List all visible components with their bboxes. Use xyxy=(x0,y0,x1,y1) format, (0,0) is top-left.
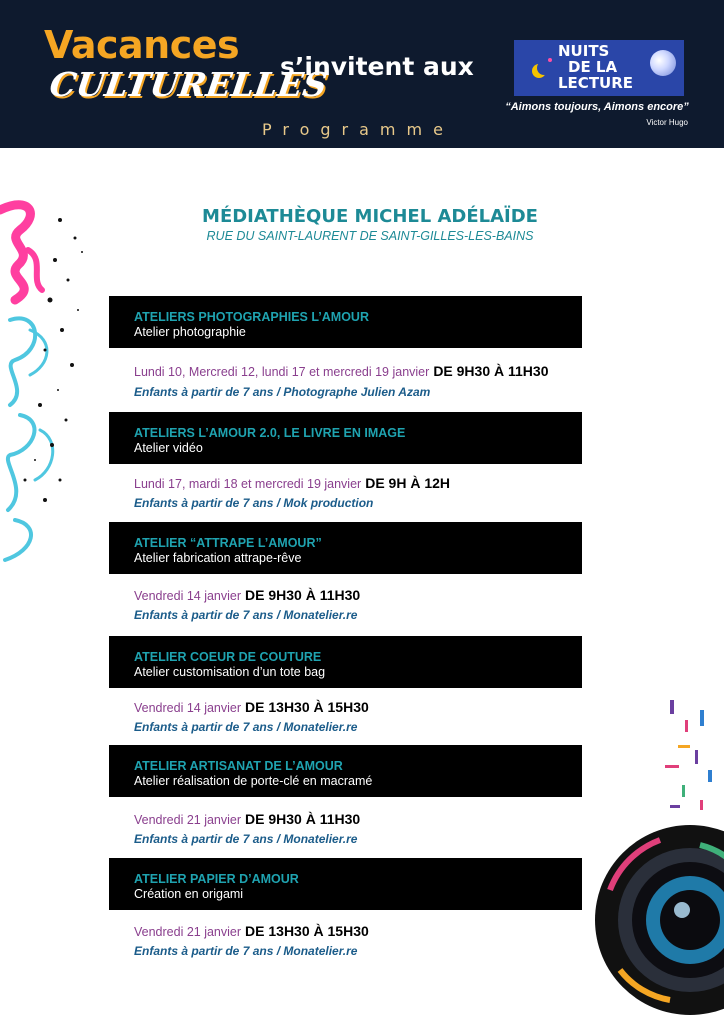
event-dates: Vendredi 21 janvier xyxy=(134,925,242,939)
event-time: DE 13H30 À 15H30 xyxy=(245,923,369,939)
nuits-de-la-lecture-logo xyxy=(514,40,684,96)
event-subtitle: Atelier réalisation de porte-clé en macramé xyxy=(134,774,373,788)
event-subtitle: Atelier vidéo xyxy=(134,441,203,455)
partner-quote-author: Victor Hugo xyxy=(646,118,688,127)
programme-label: Programme xyxy=(262,120,454,139)
event-title: ATELIER PAPIER D’AMOUR xyxy=(134,872,299,886)
event-subtitle: Création en origami xyxy=(134,887,244,901)
partner-line2: DE LA xyxy=(568,58,618,76)
partner-quote: “Aimons toujours, Aimons encore” xyxy=(505,101,689,113)
event-header xyxy=(109,412,582,464)
event-time: DE 9H30 À 11H30 xyxy=(245,811,361,827)
star-icon xyxy=(548,58,552,62)
event-dates: Lundi 10, Mercredi 12, lundi 17 et mercredi 19 janvier xyxy=(134,365,430,379)
partner-line3: LECTURE xyxy=(558,74,634,92)
event-title: ATELIER “ATTRAPE L’AMOUR” xyxy=(134,536,322,550)
partner-line1: NUITS xyxy=(558,42,610,60)
event-audience: Enfants à partir de 7 ans / Photographe Julien Azam xyxy=(134,385,431,399)
event-title: ATELIER ARTISANAT DE L’AMOUR xyxy=(134,759,343,773)
event-subtitle: Atelier customisation d’un tote bag xyxy=(134,665,326,679)
camera-illustration xyxy=(590,690,724,1024)
event-dates: Lundi 17, mardi 18 et mercredi 19 janvier xyxy=(134,477,362,491)
event-dates: Vendredi 21 janvier xyxy=(134,813,242,827)
event-dates: Vendredi 14 janvier xyxy=(134,589,242,603)
event-header xyxy=(109,858,582,910)
event-subtitle: Atelier photographie xyxy=(134,325,246,339)
event-title: ATELIERS L’AMOUR 2.0, LE LIVRE EN IMAGE xyxy=(134,426,406,440)
venue-title: MÉDIATHÈQUE MICHEL ADÉLAÏDE xyxy=(202,206,538,227)
graffiti-decoration xyxy=(0,190,110,590)
event-time: DE 9H30 À 11H30 xyxy=(433,363,549,379)
event-audience: Enfants à partir de 7 ans / Mok production xyxy=(134,496,374,510)
event-audience: Enfants à partir de 7 ans / Monatelier.re xyxy=(134,944,358,958)
event-schedule xyxy=(134,363,549,379)
event-time: DE 9H À 12H xyxy=(365,475,451,491)
event-time: DE 9H30 À 11H30 xyxy=(245,587,361,603)
event-audience: Enfants à partir de 7 ans / Monatelier.re xyxy=(134,832,358,846)
event-schedule xyxy=(134,699,369,715)
brand-logo-line2: CULTURELLES xyxy=(47,65,330,104)
venue-address: RUE DU SAINT-LAURENT DE SAINT-GILLES-LES-BAINS xyxy=(206,229,534,243)
event-header xyxy=(109,745,582,797)
header-tagline: s’invitent aux xyxy=(280,52,474,81)
event-schedule xyxy=(134,923,369,939)
event-schedule xyxy=(134,475,450,491)
event-dates: Vendredi 14 janvier xyxy=(134,701,242,715)
event-schedule xyxy=(134,587,360,603)
event-time: DE 13H30 À 15H30 xyxy=(245,699,369,715)
event-header xyxy=(109,522,582,574)
brand-logo-line1: Vacances xyxy=(44,23,240,67)
event-title: ATELIER COEUR DE COUTURE xyxy=(134,650,322,664)
event-subtitle: Atelier fabrication attrape-rêve xyxy=(134,551,302,565)
event-audience: Enfants à partir de 7 ans / Monatelier.re xyxy=(134,608,358,622)
event-title: ATELIERS PHOTOGRAPHIES L’AMOUR xyxy=(134,310,369,324)
header-banner xyxy=(0,0,724,148)
event-schedule xyxy=(134,811,360,827)
event-header xyxy=(109,296,582,348)
event-header xyxy=(109,636,582,688)
event-audience: Enfants à partir de 7 ans / Monatelier.re xyxy=(134,720,358,734)
globe-icon xyxy=(650,50,676,76)
